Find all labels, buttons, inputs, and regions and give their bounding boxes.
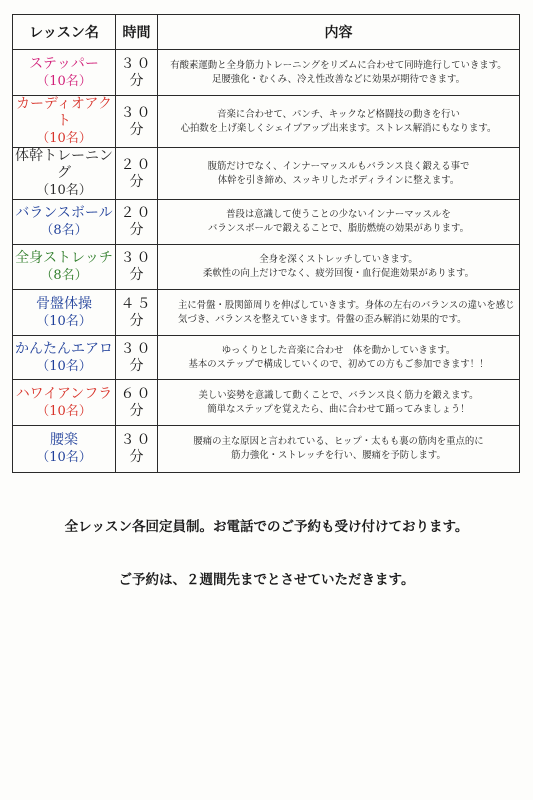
lesson-duration: ２０ [120, 205, 153, 221]
lesson-name-cell [13, 200, 116, 245]
lesson-name-cell [13, 96, 116, 148]
lesson-name: 体幹トレーニング [15, 148, 113, 181]
lesson-description-cell [158, 290, 520, 336]
lesson-duration: ３０ [120, 250, 153, 266]
lesson-name-cell [13, 336, 116, 380]
lesson-description-cell [158, 148, 520, 200]
lesson-time-cell [116, 245, 158, 290]
lesson-capacity: （10名） [36, 403, 92, 419]
header-time: 時間 [116, 15, 158, 50]
lesson-capacity: （8名） [40, 223, 88, 238]
table-row [13, 245, 520, 290]
lesson-duration: ３０ [120, 340, 153, 357]
lesson-name: ハワイアンフラ [15, 385, 113, 402]
lesson-time-cell [116, 336, 158, 380]
lesson-name: かんたんエアロ [15, 340, 113, 357]
lesson-description-cell [158, 245, 520, 290]
header-content: 内容 [158, 15, 520, 50]
lesson-name-cell [13, 290, 116, 336]
lesson-description-line: 足腰強化・むくみ、冷え性改善などに効果が期待できます。 [212, 73, 465, 85]
lesson-capacity: （10名） [36, 131, 92, 146]
lesson-duration-unit: 分 [129, 312, 144, 329]
lesson-description-line: 音楽に合わせて、パンチ、キックなど格闘技の動きを行い [217, 108, 460, 120]
lesson-description-line: 有酸素運動と全身筋力トレーニングをリズムに合わせて同時進行していきます。 [170, 59, 507, 71]
lesson-description-line: 柔軟性の向上だけでなく、疲労回復・血行促進効果があります。 [203, 268, 474, 279]
lesson-time-cell [116, 290, 158, 336]
lesson-time-cell [116, 148, 158, 200]
lesson-duration: ６０ [120, 385, 153, 402]
lesson-duration: ３０ [120, 55, 153, 72]
footer-reservation-note: 全レッスン各回定員制。お電話でのご予約も受け付けております。 [64, 519, 469, 535]
lesson-description-cell [158, 200, 520, 245]
lesson-duration: ３０ [120, 432, 153, 448]
lesson-duration: ２０ [120, 156, 153, 173]
lesson-name: 腰楽 [50, 432, 78, 448]
lesson-duration-unit: 分 [129, 121, 144, 138]
lesson-description-cell [158, 426, 520, 473]
lesson-description-line: 腰痛の主な原因と言われている、ヒップ・太もも裏の筋肉を重点的に [193, 436, 484, 447]
table-row [13, 336, 520, 380]
lesson-description-cell [158, 96, 520, 148]
table-row [13, 380, 520, 426]
lesson-name: ステッパー [29, 55, 99, 72]
lesson-description-line: 腹筋だけでなく、インナーマッスルもバランス良く鍛える事で [207, 160, 470, 172]
lesson-name: カーディオアクト [15, 96, 113, 129]
lesson-description-line: バランスボールで鍛えることで、脂肪燃焼の効果があります。 [207, 223, 470, 234]
lesson-duration-unit: 分 [129, 222, 144, 238]
lesson-name: 全身ストレッチ [15, 250, 113, 266]
lesson-time-cell [116, 200, 158, 245]
table-row [13, 96, 520, 148]
lesson-capacity: （10名） [36, 313, 92, 329]
lesson-time-cell [116, 50, 158, 96]
lesson-description-line: 全身を深くストレッチしていきます。 [259, 254, 418, 265]
lesson-description-line: ゆっくりとした音楽に合わせ 体を動かしていきます。 [221, 344, 456, 356]
lesson-description-line: 簡単なステップを覚えたら、曲に合わせて踊ってみましょう！ [207, 403, 470, 415]
lesson-duration-unit: 分 [129, 449, 144, 465]
table-row [13, 200, 520, 245]
lesson-time-cell [116, 426, 158, 473]
table-row [13, 50, 520, 96]
lesson-duration-unit: 分 [129, 267, 144, 283]
lesson-description-line: 筋力強化・ストレッチを行い、腰痛を予防します。 [231, 450, 446, 461]
lesson-duration: ３０ [120, 104, 153, 121]
footer-booking-window-note: ご予約は、２週間先までとさせていただきます。 [118, 572, 415, 588]
table-row [13, 148, 520, 200]
lesson-description-cell [158, 380, 520, 426]
lesson-description-line: 主に骨盤・股関節周りを伸ばしていきます。身体の左右のバランスの違いを感じ [178, 299, 515, 311]
table-row [13, 426, 520, 473]
lesson-description-line: 気づき、バランスを整えていきます。骨盤の歪み解消に効果的です。 [178, 313, 467, 325]
lesson-duration-unit: 分 [129, 72, 144, 89]
table-row [13, 290, 520, 336]
lesson-description-line: 美しい姿勢を意識して動くことで、バランス良く筋力を鍛えます。 [198, 389, 479, 401]
lesson-description-cell [158, 336, 520, 380]
lesson-name-cell [13, 148, 116, 200]
lesson-capacity: （10名） [36, 358, 92, 374]
lesson-description-line: 普段は意識して使うことの少ないインナーマッスルを [226, 209, 451, 220]
lesson-name-cell [13, 426, 116, 473]
lesson-capacity: （8名） [40, 268, 88, 283]
lesson-name: バランスボール [15, 205, 113, 221]
lesson-description-cell [158, 50, 520, 96]
lesson-name: 骨盤体操 [36, 295, 92, 312]
lesson-capacity: （10名） [36, 450, 92, 465]
lesson-name-cell [13, 380, 116, 426]
lesson-description-line: 基本のステップで構成していくので、初めての方もご参加できます！！ [188, 358, 489, 370]
lesson-capacity: （10名） [36, 183, 92, 198]
lesson-capacity: （10名） [36, 73, 92, 89]
lesson-time-cell [116, 96, 158, 148]
lesson-time-cell [116, 380, 158, 426]
lesson-duration-unit: 分 [129, 402, 144, 419]
lesson-duration-unit: 分 [129, 357, 144, 374]
table-header-row [13, 15, 520, 50]
lesson-description-line: 心拍数を上げ楽しくシェイプアップ出来ます。ストレス解消にもなります。 [180, 122, 497, 134]
header-lesson-name: レッスン名 [13, 15, 116, 50]
lesson-duration-unit: 分 [129, 173, 144, 190]
lesson-description-line: 体幹を引き締め、スッキリしたボディラインに整えます。 [217, 174, 460, 186]
lesson-name-cell [13, 245, 116, 290]
lesson-duration: ４５ [120, 295, 153, 312]
lesson-name-cell [13, 50, 116, 96]
lesson-table [12, 14, 520, 473]
